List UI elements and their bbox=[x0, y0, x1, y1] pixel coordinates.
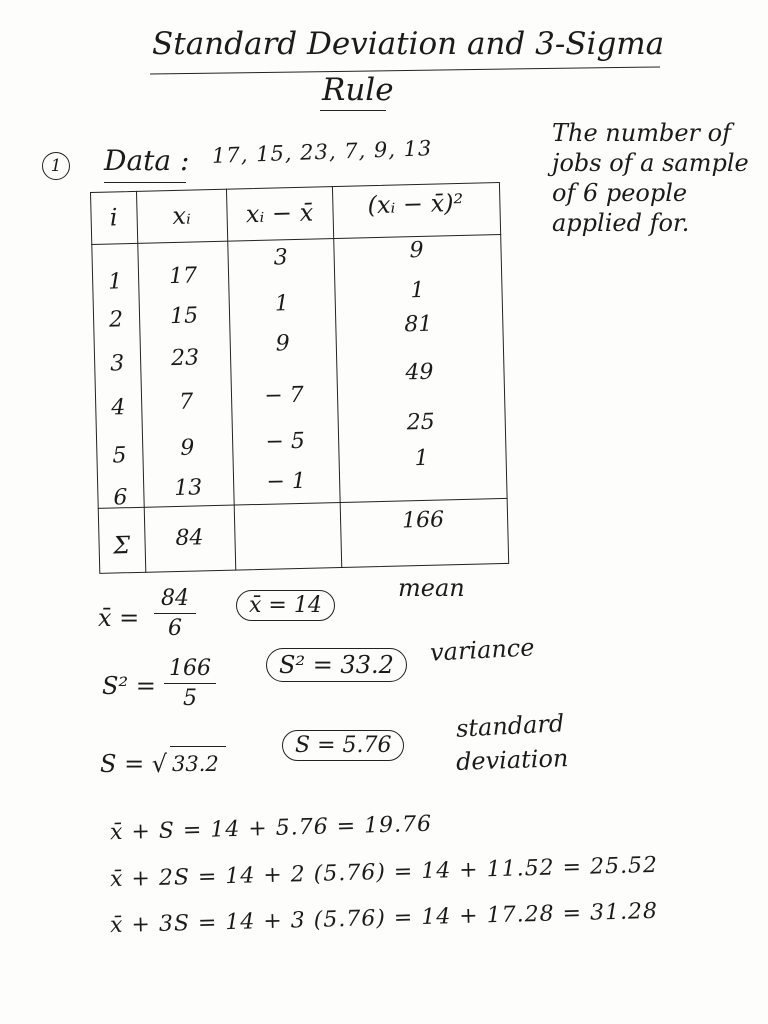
data-values: 17, 15, 23, 7, 9, 13 bbox=[211, 136, 433, 168]
variance-denominator: 5 bbox=[183, 686, 197, 711]
row-xi: 23 bbox=[170, 345, 200, 372]
sigma-line-3: x̄ + 3S = 14 + 3 (5.76) = 14 + 17.28 = 31.28 bbox=[109, 898, 659, 939]
std-label-line2: deviation bbox=[455, 744, 569, 776]
row-xi: 15 bbox=[169, 303, 199, 330]
header-i: i bbox=[109, 203, 118, 232]
mean-denominator: 6 bbox=[168, 616, 182, 641]
row-xi: 9 bbox=[179, 435, 195, 461]
sigma-line-2: x̄ + 2S = 14 + 2 (5.76) = 14 + 11.52 = 25.52 bbox=[109, 852, 659, 893]
row-deviation: − 7 bbox=[264, 382, 305, 409]
problem-note: The number of jobs of a sample of 6 people applied for. bbox=[552, 119, 749, 237]
row-index: 6 bbox=[113, 485, 128, 511]
variance-label: variance bbox=[429, 633, 536, 667]
data-label: Data : bbox=[104, 144, 190, 177]
data-table bbox=[90, 182, 509, 574]
page-title-line1: Standard Deviation and 3-Sigma bbox=[152, 26, 665, 62]
row-squared: 9 bbox=[409, 237, 424, 264]
variance-numerator: 166 bbox=[169, 656, 211, 681]
mean-numerator: 84 bbox=[161, 586, 189, 611]
sqrt-bar bbox=[170, 746, 226, 747]
variance-lhs: S² = bbox=[102, 672, 156, 700]
mean-label: mean bbox=[398, 574, 465, 602]
header-deviation: xᵢ − x̄ bbox=[245, 198, 314, 229]
row-deviation: 3 bbox=[273, 245, 288, 271]
page-title-line2: Rule bbox=[322, 72, 394, 108]
row-deviation: − 1 bbox=[266, 468, 307, 495]
row-deviation: − 5 bbox=[265, 428, 306, 455]
fraction-bar bbox=[164, 683, 216, 684]
row-deviation: 9 bbox=[275, 331, 291, 357]
row-index: 4 bbox=[110, 395, 126, 421]
row-deviation: 1 bbox=[274, 291, 290, 317]
row-squared: 1 bbox=[414, 445, 429, 472]
row-index: 2 bbox=[108, 307, 124, 333]
row-index: 1 bbox=[107, 269, 123, 295]
std-radicand: 33.2 bbox=[172, 752, 219, 776]
std-label-line1: standard bbox=[455, 709, 565, 743]
sum-xi: 84 bbox=[175, 525, 204, 552]
std-lhs: S = √ bbox=[100, 750, 168, 778]
problem-number-circle: 1 bbox=[42, 152, 70, 180]
header-xi: xᵢ bbox=[172, 201, 192, 230]
std-result: S = 5.76 bbox=[282, 730, 404, 761]
row-xi: 17 bbox=[168, 263, 198, 290]
row-squared: 25 bbox=[406, 409, 436, 436]
row-xi: 13 bbox=[173, 475, 203, 502]
mean-result: x̄ = 14 bbox=[236, 590, 335, 621]
title-underline bbox=[150, 66, 660, 74]
row-xi: 7 bbox=[178, 389, 194, 415]
sigma-line-1: x̄ + S = 14 + 5.76 = 19.76 bbox=[109, 811, 433, 846]
row-index: 5 bbox=[112, 443, 127, 469]
data-label-underline bbox=[104, 182, 186, 183]
row-squared: 81 bbox=[404, 311, 433, 338]
row-index: 3 bbox=[109, 351, 125, 377]
header-squared-deviation: (xᵢ − x̄)² bbox=[367, 188, 464, 220]
fraction-bar bbox=[154, 613, 196, 614]
sum-squared: 166 bbox=[401, 507, 445, 534]
variance-result: S² = 33.2 bbox=[266, 648, 407, 682]
title-underline-2 bbox=[320, 110, 386, 111]
row-squared: 49 bbox=[405, 359, 434, 386]
mean-lhs: x̄ = bbox=[98, 604, 140, 632]
row-squared: 1 bbox=[410, 277, 425, 304]
sum-symbol: Σ bbox=[112, 531, 131, 560]
mean-fraction bbox=[154, 586, 196, 641]
variance-fraction bbox=[164, 656, 216, 711]
